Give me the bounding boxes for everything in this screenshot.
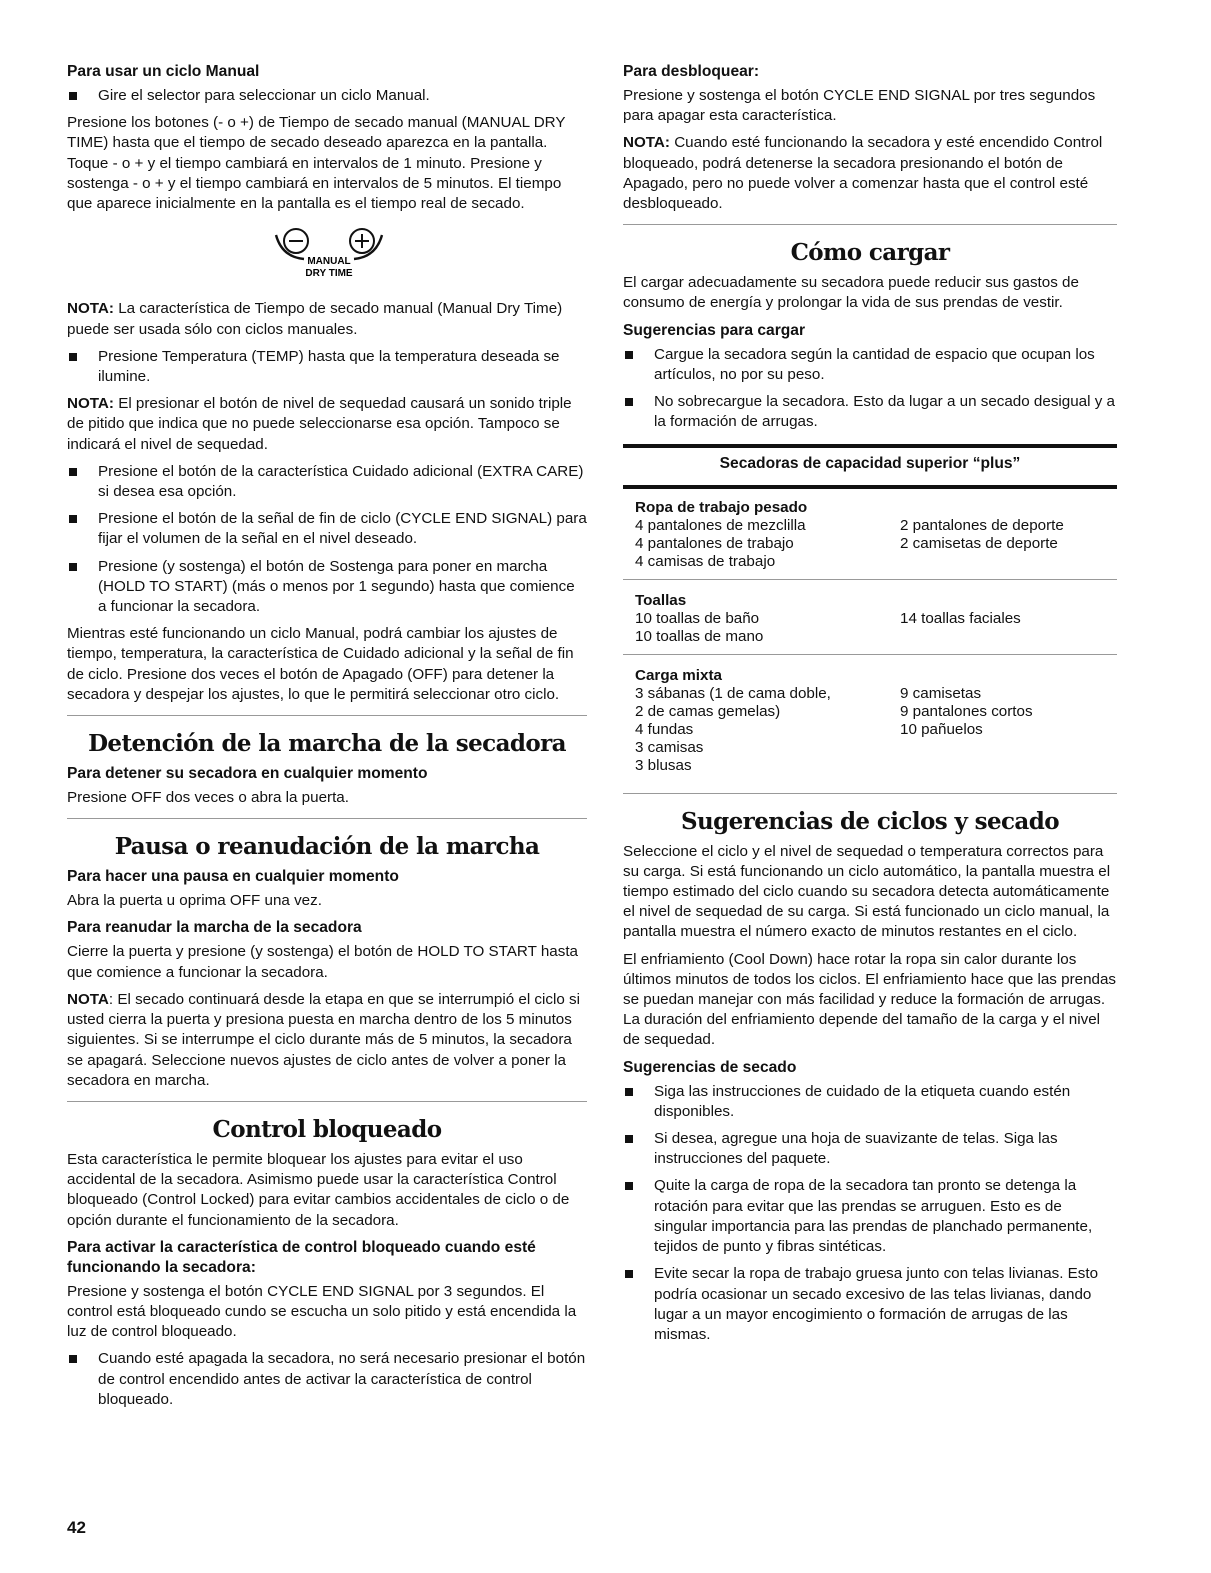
load-item: 4 pantalones de mezclilla xyxy=(635,516,806,534)
detener-text: Presione OFF dos veces o abra la puerta. xyxy=(67,789,349,807)
section-title-control: Control bloqueado xyxy=(212,1115,442,1143)
load-item: 3 blusas xyxy=(635,756,692,774)
sugerencias-cargar-subheading: Sugerencias para cargar xyxy=(623,321,806,339)
icon-label-dry-time: DRY TIME xyxy=(305,268,353,280)
load-item: 10 toallas de mano xyxy=(635,627,764,645)
divider xyxy=(67,818,587,819)
load-item: 10 toallas de baño xyxy=(635,609,760,627)
cargar-paragraph: El cargar adecuadamente su secadora puede reducir sus gastos de consumo de energía y prolongar la vida de sus prendas de vestir. xyxy=(623,274,1079,312)
manual-heading: Para usar un ciclo Manual xyxy=(67,63,260,80)
load-item: 3 camisas xyxy=(635,738,704,756)
activar-text: Presione y sostenga el botón CYCLE END SIGNAL por 3 segundos. El control está bloqueado cundo se escucha un solo pitido y está encendida la luz de control bloqueado. xyxy=(67,1282,577,1341)
option-bullets xyxy=(67,462,587,617)
list-item: Cuando esté apagada la secadora, no será necesario presionar el botón de control encendido antes de activar la característica de control bloqueado. xyxy=(67,1349,587,1410)
load-item: 2 de camas gemelas) xyxy=(635,702,781,720)
divider xyxy=(67,1101,587,1102)
list-item: Presione Temperatura (TEMP) hasta que la temperatura deseada se ilumine. xyxy=(67,347,587,387)
section-title-detencion: Detención de la marcha de la secadora xyxy=(88,730,566,758)
load-item: 2 pantalones de deporte xyxy=(900,516,1064,534)
control-paragraph: Esta característica le permite bloquear los ajustes para evitar el uso accidental de la secadora. Asimismo puede usar la característica Control bloqueado (Control Locked) para evitar cambios accidentales de ciclo o de opción durante el funcionamiento de la secadora. xyxy=(67,1150,570,1229)
list-item: Siga las instrucciones de cuidado de la etiqueta cuando estén disponibles. xyxy=(623,1082,1117,1122)
reanudar-subheading: Para reanudar la marcha de la secadora xyxy=(67,919,362,937)
desbloquear-text: Presione y sostenga el botón CYCLE END SIGNAL por tres segundos para apagar esta característica. xyxy=(623,87,1096,125)
right-column xyxy=(623,62,1117,1352)
load-column xyxy=(635,610,900,646)
load-item: 9 pantalones cortos xyxy=(900,702,1033,720)
icon-label-manual: MANUAL xyxy=(307,256,351,268)
activar-subheading: Para activar la característica de control bloqueado cuando esté funcionando la secadora: xyxy=(67,1238,536,1276)
manual-paragraph-2: Mientras esté funcionando un ciclo Manual, podrá cambiar los ajustes de tiempo, temperatura, la característica de Cuidado adicional y la señal de fin de ciclo. Presione dos veces el botón de Apagado (OFF) para detener la secadora y despejar los ajustes, lo que le permitirá seleccionar otro ciclo. xyxy=(67,625,574,703)
reanudar-text: Cierre la puerta y presione (y sostenga) el botón de HOLD TO START hasta que comience a funcionar la secadora. xyxy=(67,943,579,981)
pausa-subheading: Para hacer una pausa en cualquier momento xyxy=(67,868,399,886)
load-group-title: Ropa de trabajo pesado xyxy=(635,498,808,516)
list-item: Presione el botón de la señal de fin de ciclo (CYCLE END SIGNAL) para fijar el volumen de la señal en el nivel deseado. xyxy=(67,509,587,549)
load-column xyxy=(635,517,900,571)
divider xyxy=(623,793,1117,794)
load-item: 9 camisetas xyxy=(900,684,982,702)
load-table xyxy=(623,497,1117,783)
minus-plus-icon xyxy=(252,221,402,283)
load-group-title: Carga mixta xyxy=(635,666,722,684)
load-group xyxy=(623,590,1117,655)
load-group-columns xyxy=(635,517,1105,571)
load-item: 14 toallas faciales xyxy=(900,609,1021,627)
sugerencias-paragraph-1: Seleccione el ciclo y el nivel de sequedad o temperatura correctos para su carga. Si está funcionando un ciclo automático, la pantalla muestra el tiempo estimado del ciclo cuando su secadora detecta automáticamente el nivel de sequedad de su carga. Si está funcionado un ciclo manual, la pantalla muestra el número exacto de minutos restantes en el ciclo. xyxy=(623,842,1111,941)
section-title-cargar: Cómo cargar xyxy=(790,239,950,267)
load-table-title: Secadoras de capacidad superior “plus” xyxy=(623,444,1117,488)
load-group-columns xyxy=(635,610,1105,646)
sugerencias-paragraph-2: El enfriamiento (Cool Down) hace rotar la ropa sin calor durante los últimos minutos de todos los ciclos. El enfriamiento hace que las prendas se puedan manejar con más facilidad y reduce la formación de arrugas. La duración del enfriamiento depende del tamaño de la carga y el nivel de sequedad. xyxy=(623,950,1117,1049)
list-item: Quite la carga de ropa de la secadora tan pronto se detenga la rotación para evitar que las prendas se arruguen. Esto es de singular importancia para las prendas de planchado permanente, tejidos de punto y fibras sintéticas. xyxy=(623,1176,1117,1257)
load-item: 2 camisetas de deporte xyxy=(900,534,1058,552)
detener-subheading: Para detener su secadora en cualquier momento xyxy=(67,765,428,783)
list-item: Cargue la secadora según la cantidad de espacio que ocupan los artículos, no por su peso. xyxy=(623,345,1117,385)
pausa-text: Abra la puerta u oprima OFF una vez. xyxy=(67,892,322,910)
page-number: 42 xyxy=(67,1518,86,1537)
list-item: Presione el botón de la característica Cuidado adicional (EXTRA CARE) si desea esa opción. xyxy=(67,462,587,502)
list-item: Presione (y sostenga) el botón de Sostenga para poner en marcha (HOLD TO START) (más o menos por 1 segundo) hasta que comience a funcionar la secadora. xyxy=(67,557,587,618)
left-column xyxy=(67,62,587,1417)
load-column xyxy=(900,685,1105,775)
load-group xyxy=(623,497,1117,580)
nota-4: NOTA: Cuando esté funcionando la secadora y esté encendido Control bloqueado, podrá detenerse la secadora presionando el botón de Apagado, pero no puede volver a comenzar hasta que el control esté desbloqueado. xyxy=(623,134,1103,213)
load-group-title: Toallas xyxy=(635,591,687,609)
nota-1: NOTA: La característica de Tiempo de secado manual (Manual Dry Time) puede ser usada sólo con ciclos manuales. xyxy=(67,300,563,338)
load-group-columns xyxy=(635,685,1105,775)
sugerencias-secado-subheading: Sugerencias de secado xyxy=(623,1058,797,1076)
load-column xyxy=(635,685,900,775)
section-title-pausa: Pausa o reanudación de la marcha xyxy=(114,833,540,861)
nota-2: NOTA: El presionar el botón de nivel de sequedad causará un sonido triple de pitido que indica que no puede seleccionarse esa opción. Tampoco se indicará el nivel de sequedad. xyxy=(67,395,572,453)
manual-paragraph: Presione los botones (- o +) de Tiempo de secado manual (MANUAL DRY TIME) hasta que el tiempo de secado deseado aparezca en la pantalla. Toque - o + y el tiempo cambiará en intervalos de 1 minuto. Presione y sostenga - o + y el tiempo cambiará en intervalos de 5 minutos. El tiempo que aparece inicialmente en la pantalla es el tiempo real de secado. xyxy=(67,114,566,213)
cargar-bullets xyxy=(623,345,1117,433)
list-item: No sobrecargue la secadora. Esto da lugar a un secado desigual y a la formación de arrugas. xyxy=(623,392,1117,432)
list-item: Gire el selector para seleccionar un ciclo Manual. xyxy=(67,86,587,106)
list-item: Evite secar la ropa de trabajo gruesa junto con telas livianas. Esto podría ocasionar un secado excesivo de las telas livianas, dando lugar a un mayor encogimiento o formación de arrugas de las mismas. xyxy=(623,1264,1117,1345)
load-item: 4 pantalones de trabajo xyxy=(635,534,794,552)
load-item: 4 camisas de trabajo xyxy=(635,552,776,570)
control-bullets xyxy=(67,1349,587,1410)
load-item: 10 pañuelos xyxy=(900,720,983,738)
nota-3: NOTA: El secado continuará desde la etapa en que se interrumpió el ciclo si usted cierra la puerta y presiona puesta en marcha dentro de los 5 minutos siguientes. Si se interrumpe el ciclo durante más de 5 minutos, la secadora se apagará. Seleccione nuevos ajustes de ciclo antes de volver a poner la secadora en marcha. xyxy=(67,990,581,1089)
manual-dry-time-graphic xyxy=(67,221,587,289)
load-column xyxy=(900,610,1105,646)
load-group xyxy=(623,665,1117,783)
divider xyxy=(67,715,587,716)
load-item: 3 sábanas (1 de cama doble, xyxy=(635,684,831,702)
section-title-sugerencias: Sugerencias de ciclos y secado xyxy=(681,807,1059,835)
load-column xyxy=(900,517,1105,571)
load-item: 4 fundas xyxy=(635,720,694,738)
manual-bullets xyxy=(67,86,587,106)
list-item: Si desea, agregue una hoja de suavizante de telas. Siga las instrucciones del paquete. xyxy=(623,1129,1117,1169)
desbloquear-subheading: Para desbloquear: xyxy=(623,63,760,80)
divider xyxy=(623,224,1117,225)
secado-bullets xyxy=(623,1082,1117,1345)
temp-bullets xyxy=(67,347,587,387)
